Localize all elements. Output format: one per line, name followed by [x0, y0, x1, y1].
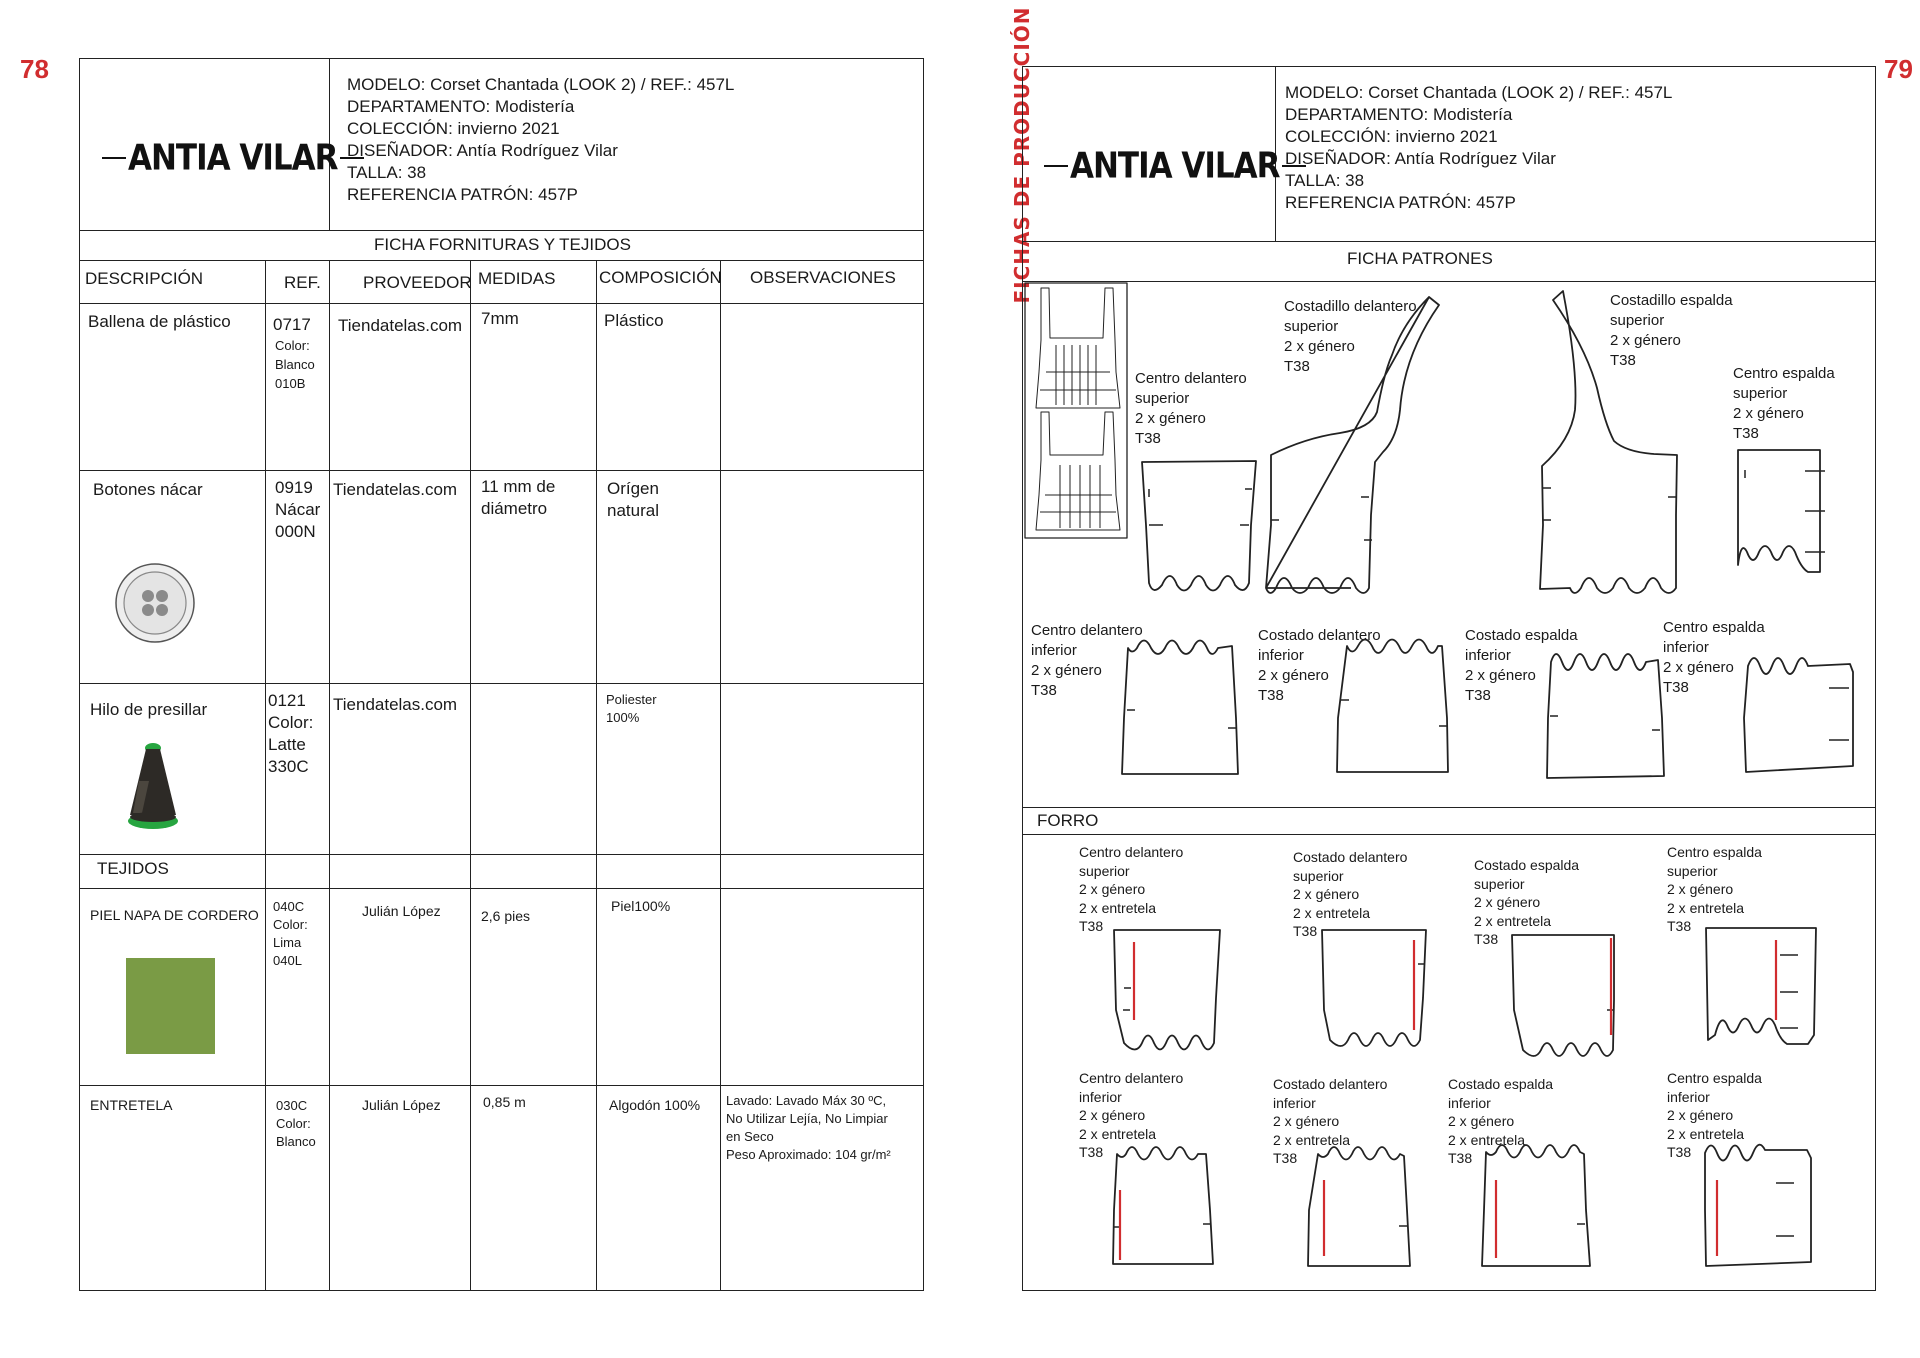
- fabric-supplier: Julián López: [362, 1097, 441, 1113]
- lining-label: Costado delantero inferior 2 x género 2 x entretela T38: [1273, 1076, 1388, 1166]
- pattern-label: Centro espalda inferior 2 x género T38: [1663, 619, 1765, 696]
- row-measures: 7mm: [481, 309, 519, 328]
- lining-label: Centro delantero inferior 2 x género 2 x entretela T38: [1079, 1070, 1184, 1160]
- fabric-measures: 2,6 pies: [481, 908, 531, 924]
- col-header-supplier: PROVEEDOR: [363, 273, 472, 292]
- lining-label: Centro espalda inferior 2 x género 2 x entretela T38: [1667, 1070, 1762, 1160]
- row-composition: Plástico: [604, 311, 664, 330]
- grain-lines: [1120, 938, 1776, 1260]
- garment-sketch-frame: [1025, 283, 1127, 538]
- header-info-right: MODELO: Corset Chantada (LOOK 2) / REF.: 457L DEPARTAMENTO: Modistería COLECCIÓN: invierno 2021 DISEÑADOR: Antía Rodríguez Vilar TALLA: 38 REFERENCIA PATRÓN: 457P: [1285, 83, 1673, 212]
- col-header-description: DESCRIPCIÓN: [85, 269, 204, 288]
- pattern-label: Costado delantero inferior 2 x género T38: [1258, 627, 1381, 704]
- row-supplier: Tiendatelas.com: [333, 480, 458, 499]
- col-header-ref: REF.: [284, 273, 321, 292]
- row-measures: 11 mm de diámetro: [481, 477, 556, 518]
- col-header-measures: MEDIDAS: [478, 269, 556, 288]
- lining-label: Centro delantero superior 2 x género 2 x entretela T38: [1079, 844, 1184, 934]
- row-description: Hilo de presillar: [90, 700, 208, 719]
- lining-label: Costado delantero superior 2 x género 2 x entretela T38: [1293, 849, 1408, 939]
- fabric-ref-details: 030C Color: Blanco: [276, 1098, 316, 1149]
- pattern-label: Centro delantero inferior 2 x género T38: [1031, 622, 1143, 699]
- garment-sketch: [1036, 288, 1120, 530]
- sheet-title: FICHA FORNITURAS Y TEJIDOS: [374, 235, 631, 254]
- brand-logo: ANTIA VILAR: [102, 140, 364, 176]
- fabric-description: PIEL NAPA DE CORDERO: [90, 907, 259, 923]
- sheet-title: FICHA PATRONES: [1347, 249, 1493, 268]
- row-ref-details: 0919 Nácar 000N: [275, 478, 321, 541]
- header-info-left: MODELO: Corset Chantada (LOOK 2) / REF.: 457L DEPARTAMENTO: Modistería COLECCIÓN: invierno 2021 DISEÑADOR: Antía Rodríguez Vilar TALLA: 38 REFERENCIA PATRÓN: 457P: [347, 75, 735, 204]
- brand-logo: ANTIA VILAR: [1044, 148, 1306, 184]
- row-supplier: Tiendatelas.com: [338, 316, 463, 335]
- fabric-description: ENTRETELA: [90, 1097, 173, 1113]
- page-number-left: 78: [20, 54, 49, 84]
- fabric-supplier: Julián López: [362, 903, 441, 919]
- row-description: Botones nácar: [93, 480, 203, 499]
- fabric-composition: Piel100%: [611, 898, 671, 914]
- pattern-label: Costadillo espalda superior 2 x género T38: [1610, 292, 1733, 369]
- pattern-label: Centro delantero superior 2 x género T38: [1135, 370, 1247, 447]
- row-composition: Orígen natural: [607, 479, 659, 520]
- fabric-measures: 0,85 m: [483, 1094, 526, 1110]
- col-header-observations: OBSERVACIONES: [750, 268, 896, 287]
- lining-section-title: FORRO: [1037, 811, 1099, 830]
- row-ref-details: 0121 Color: Latte 330C: [268, 691, 314, 776]
- page-number-right: 79: [1884, 54, 1913, 84]
- pattern-label: Centro espalda superior 2 x género T38: [1733, 365, 1835, 442]
- lining-label: Centro espalda superior 2 x género 2 x entretela T38: [1667, 844, 1762, 934]
- fabric-composition: Algodón 100%: [609, 1097, 701, 1113]
- pattern-label: Costadillo delantero superior 2 x género T38: [1284, 298, 1417, 375]
- row-ref-code: 0717: [273, 315, 311, 334]
- row-ref-details: Color: Blanco 010B: [275, 338, 315, 391]
- row-description: Ballena de plástico: [88, 312, 231, 331]
- lining-label: Costado espalda inferior 2 x género 2 x entretela T38: [1448, 1076, 1554, 1166]
- row-supplier: Tiendatelas.com: [333, 695, 458, 714]
- pattern-label: Costado espalda inferior 2 x género T38: [1465, 627, 1578, 704]
- fabric-ref-details: 040C Color: Lima 040L: [273, 899, 308, 968]
- lining-label: Costado espalda superior 2 x género 2 x entretela T38: [1474, 857, 1580, 947]
- col-header-composition: COMPOSICIÓN: [599, 268, 722, 287]
- fabric-observations: Lavado: Lavado Máx 30 ºC, No Utilizar Lejía, No Limpiar en Seco Peso Aproximado: 104 gr/m²: [726, 1093, 891, 1162]
- row-composition: Poliester 100%: [606, 692, 657, 725]
- section-side-title: FICHAS DE PRODUCCIÓN: [1010, 5, 1034, 304]
- fabrics-section-title: TEJIDOS: [97, 859, 169, 878]
